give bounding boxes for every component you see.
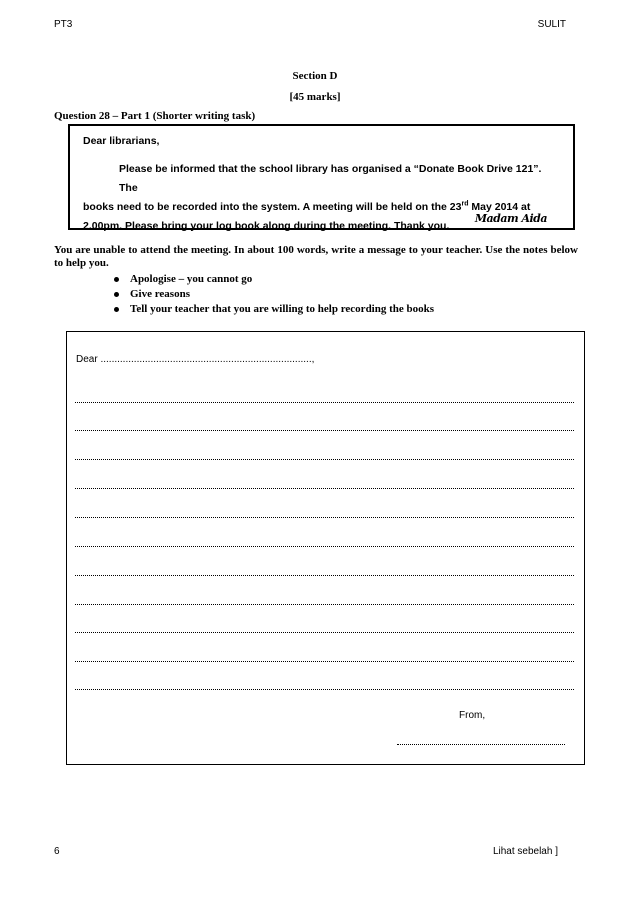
section-marks: [45 marks] <box>289 91 341 103</box>
answer-line[interactable] <box>75 517 574 518</box>
signature-line[interactable] <box>397 744 565 745</box>
page-number: 6 <box>54 846 60 857</box>
note-text: Give reasons <box>130 288 190 300</box>
answer-line[interactable] <box>75 604 574 605</box>
answer-line[interactable] <box>75 632 574 633</box>
notes-list <box>110 272 434 317</box>
answer-line[interactable] <box>75 488 574 489</box>
answer-line[interactable] <box>75 575 574 576</box>
list-item <box>110 287 434 302</box>
answer-line[interactable] <box>75 459 574 460</box>
answer-line[interactable] <box>75 546 574 547</box>
answer-line[interactable] <box>75 689 574 690</box>
header-right: SULIT <box>537 19 566 30</box>
notice-line-1: Please be informed that the school library has organised a “Donate Book Drive 121”. The <box>119 163 542 194</box>
notice-line-2-text: books need to be recorded into the system. A meeting will be held on the 23 <box>83 201 462 213</box>
question-title: Question 28 – Part 1 (Shorter writing task) <box>54 110 256 122</box>
note-text: Tell your teacher that you are willing to help recording the books <box>130 303 435 315</box>
answer-line[interactable] <box>75 661 574 662</box>
notice-greeting: Dear librarians, <box>83 135 160 147</box>
notice-ordinal-suffix: rd <box>461 200 469 208</box>
list-item <box>110 272 434 287</box>
answer-line[interactable] <box>75 430 574 431</box>
note-text: Apologise – you cannot go <box>130 273 253 285</box>
footer-next-page: Lihat sebelah ] <box>492 846 558 857</box>
salutation-line[interactable] <box>76 354 314 365</box>
instruction-text: You are unable to attend the meeting. In about 100 words, write a message to your teacher. Use the notes below to help you. <box>54 244 578 269</box>
notice-line-2-end: May 2014 at <box>468 201 531 213</box>
bullet-icon <box>114 277 119 282</box>
answer-line[interactable] <box>75 402 574 403</box>
notice-line-3: 2.00pm. Please bring your log book along during the meeting. Thank you. <box>83 220 450 232</box>
closing-from: From, <box>459 710 486 721</box>
salutation-comma: , <box>311 354 315 365</box>
bullet-icon <box>114 292 119 297</box>
header-left: PT3 <box>54 19 73 30</box>
list-item <box>110 302 434 317</box>
salutation-prefix: Dear <box>76 354 101 365</box>
section-title: Section D <box>292 70 338 82</box>
bullet-icon <box>114 307 119 312</box>
notice-box <box>68 124 575 230</box>
answer-box[interactable] <box>66 331 585 765</box>
notice-signature: Madam Aida <box>474 212 547 225</box>
salutation-blank[interactable]: ............................................................................ <box>100 354 312 365</box>
